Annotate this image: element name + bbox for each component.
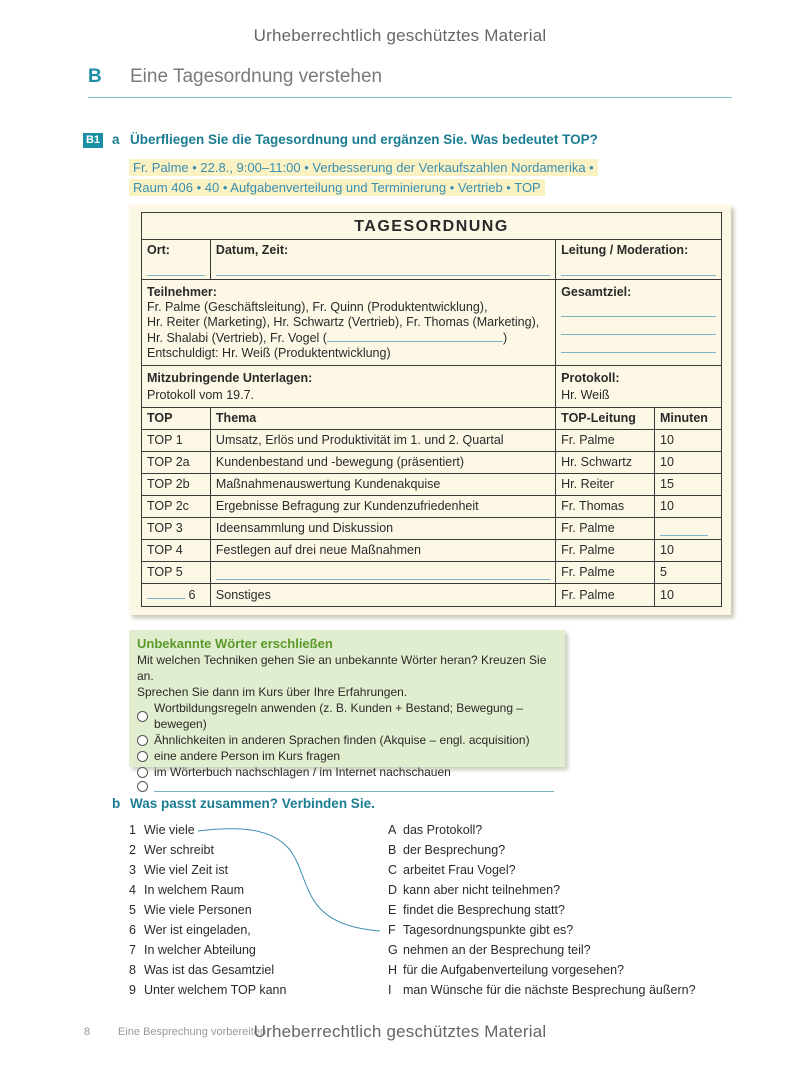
unterlagen-label: Mitzubringende Unterlagen: [147, 371, 313, 385]
item-number: 1 [129, 823, 136, 837]
teilnehmer-line-3a: Hr. Shalabi (Vertrieb), Fr. Vogel ( [147, 331, 327, 345]
row-top: TOP 3 [142, 518, 211, 540]
item-letter: E [388, 903, 397, 917]
row-minuten: 10 [655, 496, 722, 518]
option-label: Ähnlichkeiten in anderen Sprachen finden (Akquise – engl. acquisition) [154, 733, 530, 747]
agenda-title: TAGESORDNUNG [142, 213, 722, 240]
task-b-instruction: Was passt zusammen? Verbinden Sie. [130, 796, 375, 811]
item-number: 7 [129, 943, 136, 957]
row-top: TOP 1 [142, 430, 211, 452]
item-number: 8 [129, 963, 136, 977]
row-leitung: Fr. Palme [556, 518, 655, 540]
item-text: Wer schreibt [144, 843, 214, 857]
item-text: kann aber nicht teilnehmen? [403, 883, 561, 897]
footer-title: Eine Besprechung vorbereiten [118, 1026, 266, 1038]
row-leitung: Fr. Palme [556, 430, 655, 452]
item-text: Tagesordnungspunkte gibt es? [403, 923, 574, 937]
row-minuten: 15 [655, 474, 722, 496]
connection-curve [198, 829, 380, 931]
row-leitung: Fr. Thomas [556, 496, 655, 518]
teilnehmer-line-3b: ) [502, 331, 508, 345]
item-letter: A [388, 823, 397, 837]
task-b-letter: b [112, 796, 121, 811]
option-label: Wortbildungsregeln anwenden (z. B. Kunden + Bestand; Bewegung – bewegen) [154, 701, 524, 731]
item-text: In welcher Abteilung [144, 943, 256, 957]
row-leitung: Fr. Palme [556, 584, 655, 607]
row-top: TOP 4 [142, 540, 211, 562]
item-text: Wie viele Personen [144, 903, 252, 917]
hint-line-1: Fr. Palme • 22.8., 9:00–11:00 • Verbesserung der Verkaufszahlen Nordamerika • [129, 159, 598, 176]
header-minuten: Minuten [655, 408, 722, 430]
teilnehmer-label: Teilnehmer: [147, 285, 217, 299]
item-number: 9 [129, 983, 136, 997]
row-top: TOP 2a [142, 452, 211, 474]
row-top: TOP 2c [142, 496, 211, 518]
protokoll-label: Protokoll: [561, 371, 620, 385]
option-label: im Wörterbuch nachschlagen / im Internet nachschauen [154, 765, 451, 779]
row-leitung: Fr. Palme [556, 540, 655, 562]
section-letter: B [88, 66, 102, 87]
info-text-2: Sprechen Sie dann im Kurs über Ihre Erfahrungen. [137, 685, 408, 699]
item-text: Was ist das Gesamtziel [144, 963, 275, 977]
unterlagen-value: Protokoll vom 19.7. [147, 388, 254, 402]
row-thema: Festlegen auf drei neue Maßnahmen [210, 540, 555, 562]
row-minuten: 10 [655, 452, 722, 474]
task-a-letter: a [112, 132, 120, 147]
row-top-number: 6 [188, 588, 196, 602]
watermark-top: Urheberrechtlich geschütztes Material [253, 26, 547, 45]
info-text-1: Mit welchen Techniken gehen Sie an unbekannte Wörter heran? Kreuzen Sie an. [137, 653, 547, 683]
row-leitung: Fr. Palme [556, 562, 655, 584]
header-top: TOP [142, 408, 211, 430]
row-minuten: 10 [655, 584, 722, 607]
item-text: In welchem Raum [144, 883, 245, 897]
item-number: 3 [129, 863, 136, 877]
item-text: man Wünsche für die nächste Besprechung äußern? [403, 983, 696, 997]
item-letter: H [388, 963, 398, 977]
ort-label: Ort: [147, 243, 170, 257]
item-text: Wie viele [144, 823, 195, 837]
item-letter: I [388, 983, 392, 997]
row-top: TOP 5 [142, 562, 211, 584]
leitung-label: Leitung / Moderation: [561, 243, 689, 257]
teilnehmer-line-1: Fr. Palme (Geschäftsleitung), Fr. Quinn (Produktentwicklung), [147, 300, 488, 314]
item-letter: G [388, 943, 398, 957]
teilnehmer-line-4: Entschuldigt: Hr. Weiß (Produktentwicklung) [147, 346, 391, 360]
watermark-bottom: Urheberrechtlich geschütztes Material [253, 1022, 547, 1041]
section-title: Eine Tagesordnung verstehen [130, 66, 383, 87]
row-leitung: Hr. Schwartz [556, 452, 655, 474]
datum-label: Datum, Zeit: [215, 243, 289, 257]
row-thema: Maßnahmenauswertung Kundenakquise [210, 474, 555, 496]
row-thema: Kundenbestand und -bewegung (präsentiert) [210, 452, 555, 474]
hint-line-2: Raum 406 • 40 • Aufgabenverteilung und Terminierung • Vertrieb • TOP [129, 179, 545, 196]
item-number: 2 [129, 843, 136, 857]
row-minuten: 10 [655, 540, 722, 562]
row-thema: Umsatz, Erlös und Produktivität im 1. und 2. Quartal [210, 430, 555, 452]
row-thema: Ergebnisse Befragung zur Kundenzufriedenheit [210, 496, 555, 518]
item-text: Unter welchem TOP kann [144, 983, 287, 997]
row-minuten: 5 [655, 562, 722, 584]
row-minuten: 10 [655, 430, 722, 452]
row-thema: Ideensammlung und Diskussion [210, 518, 555, 540]
teilnehmer-line-2: Hr. Reiter (Marketing), Hr. Schwartz (Vertrieb), Fr. Thomas (Marketing), [147, 315, 540, 329]
gesamtziel-label: Gesamtziel: [561, 285, 632, 299]
item-letter: B [388, 843, 397, 857]
item-letter: D [388, 883, 398, 897]
item-number: 4 [129, 883, 136, 897]
item-letter: C [388, 863, 398, 877]
page-number: 8 [84, 1026, 91, 1038]
header-thema: Thema [210, 408, 555, 430]
item-text: Wie viel Zeit ist [144, 863, 229, 877]
row-leitung: Hr. Reiter [556, 474, 655, 496]
item-text: nehmen an der Besprechung teil? [403, 943, 591, 957]
header-leitung: TOP-Leitung [556, 408, 655, 430]
task-a-instruction: Überfliegen Sie die Tagesordnung und ergänzen Sie. Was bedeutet TOP? [130, 132, 598, 147]
item-number: 5 [129, 903, 136, 917]
row-top: TOP 2b [142, 474, 211, 496]
item-text: findet die Besprechung statt? [403, 903, 565, 917]
item-text: Wer ist eingeladen, [144, 923, 251, 937]
info-title: Unbekannte Wörter erschließen [137, 636, 333, 651]
row-thema: Sonstiges [210, 584, 555, 607]
protokoll-value: Hr. Weiß [561, 388, 610, 402]
exercise-badge: B1 [83, 133, 103, 148]
item-text: das Protokoll? [403, 823, 483, 837]
item-letter: F [388, 923, 396, 937]
item-text: für die Aufgabenverteilung vorgesehen? [403, 963, 624, 977]
item-text: der Besprechung? [403, 843, 506, 857]
item-text: arbeitet Frau Vogel? [403, 863, 516, 877]
item-number: 6 [129, 923, 136, 937]
option-label: eine andere Person im Kurs fragen [154, 749, 341, 763]
